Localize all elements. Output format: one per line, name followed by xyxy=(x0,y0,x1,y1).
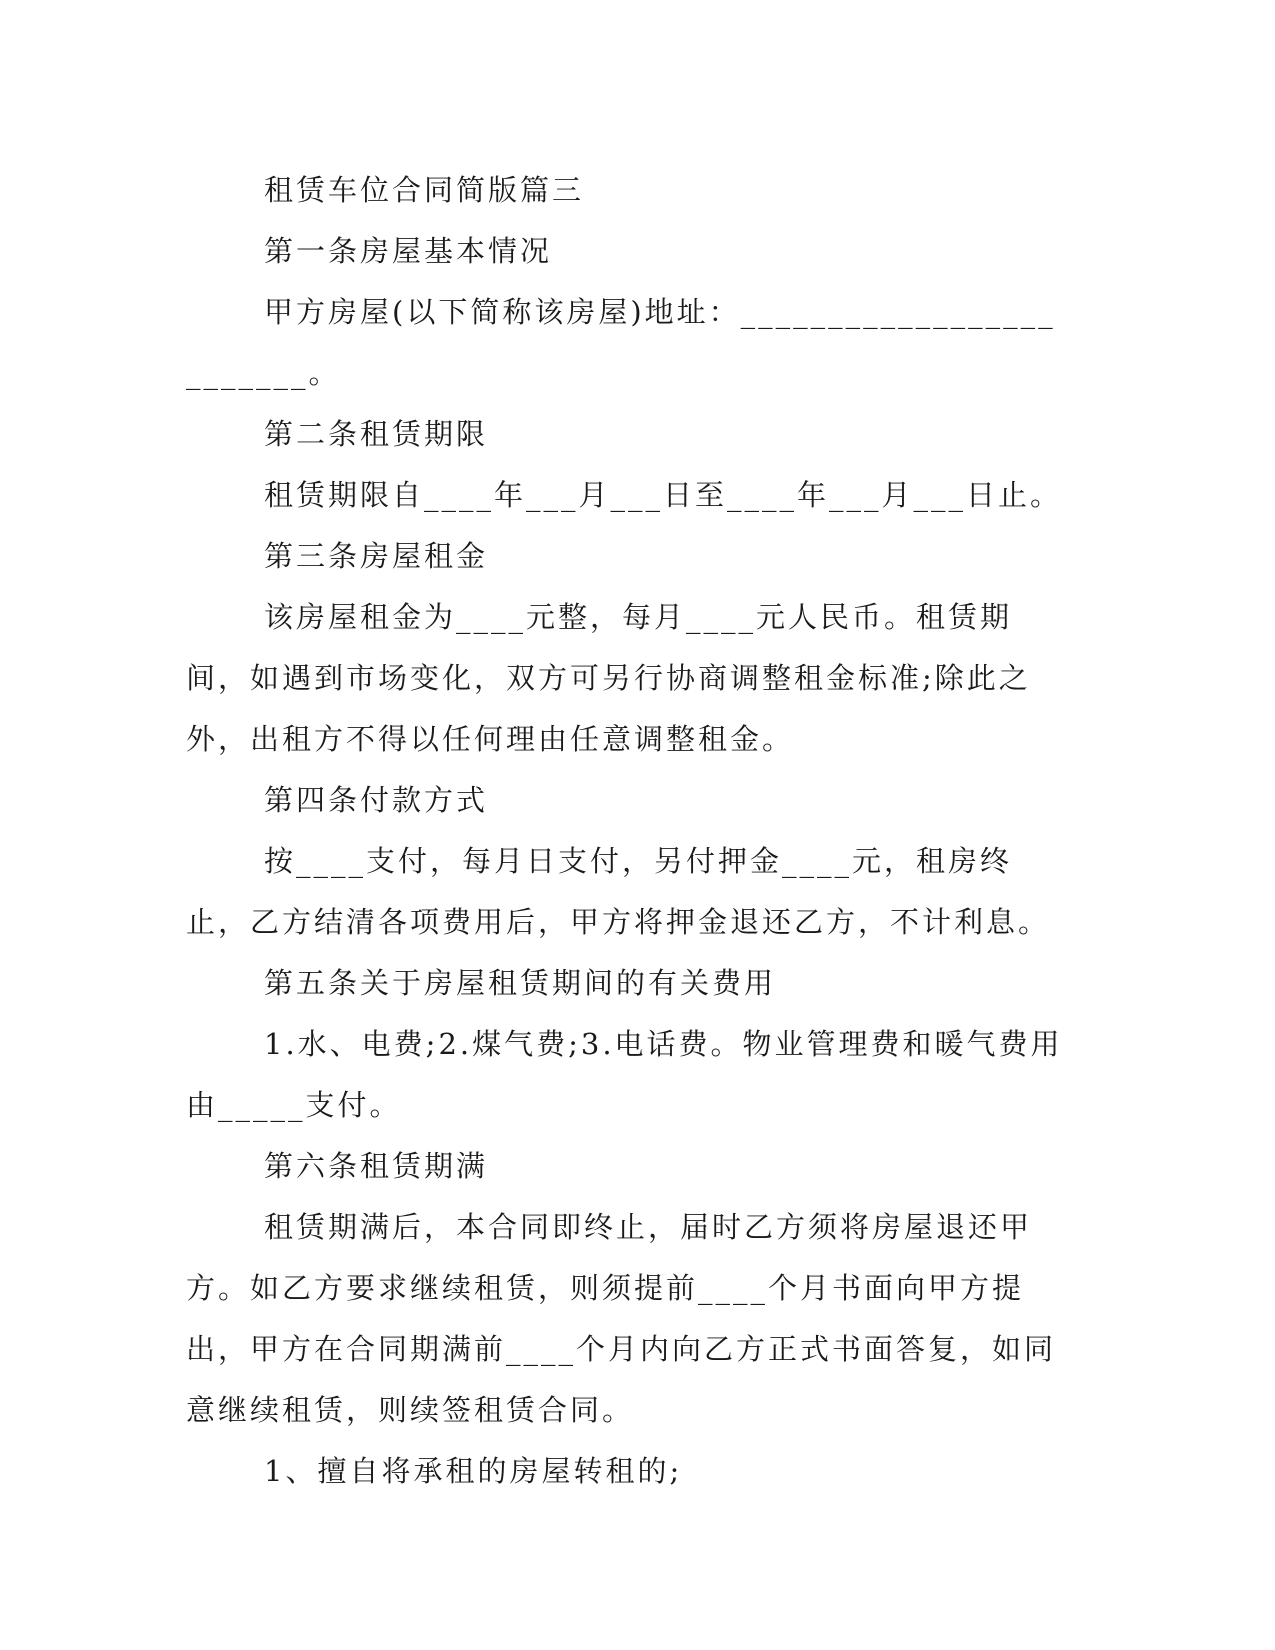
document-title: 租赁车位合同简版篇三 xyxy=(264,173,585,207)
list-item-1: 1、擅自将承租的房屋转租的; xyxy=(264,1454,683,1488)
article-1-heading: 第一条房屋基本情况 xyxy=(264,234,553,268)
article-4-heading: 第四条付款方式 xyxy=(264,783,489,817)
article-1-address: 甲方房屋(以下简称该房屋)地址：_________________________。 xyxy=(186,295,1056,390)
article-3-rent: 该房屋租金为____元整，每月____元人民币。租赁期间，如遇到市场变化，双方可另行协商调整租金标准;除此之外，出租方不得以任何理由任意调整租金。 xyxy=(186,600,1031,756)
document-body xyxy=(186,160,1068,1502)
article-5-fees: 1.水、电费;2.煤气费;3.电话费。物业管理费和暖气费用由_____支付。 xyxy=(186,1027,1063,1122)
article-2-term: 租赁期限自____年___月___日至____年___月___日止。 xyxy=(264,478,1063,512)
article-6-heading: 第六条租赁期满 xyxy=(264,1149,489,1183)
article-6-expiry: 租赁期满后，本合同即终止，届时乙方须将房屋退还甲方。如乙方要求继续租赁，则须提前____个月书面向甲方提出，甲方在合同期满前____个月内向乙方正式书面答复，如同意继续租赁，则续签租赁合同。 xyxy=(186,1210,1057,1427)
article-2-heading: 第二条租赁期限 xyxy=(264,417,489,451)
article-3-heading: 第三条房屋租金 xyxy=(264,539,489,573)
article-4-payment: 按____支付，每月日支付，另付押金____元，租房终止，乙方结清各项费用后，甲方将押金退还乙方，不计利息。 xyxy=(186,844,1051,939)
article-5-heading: 第五条关于房屋租赁期间的有关费用 xyxy=(264,966,777,1000)
